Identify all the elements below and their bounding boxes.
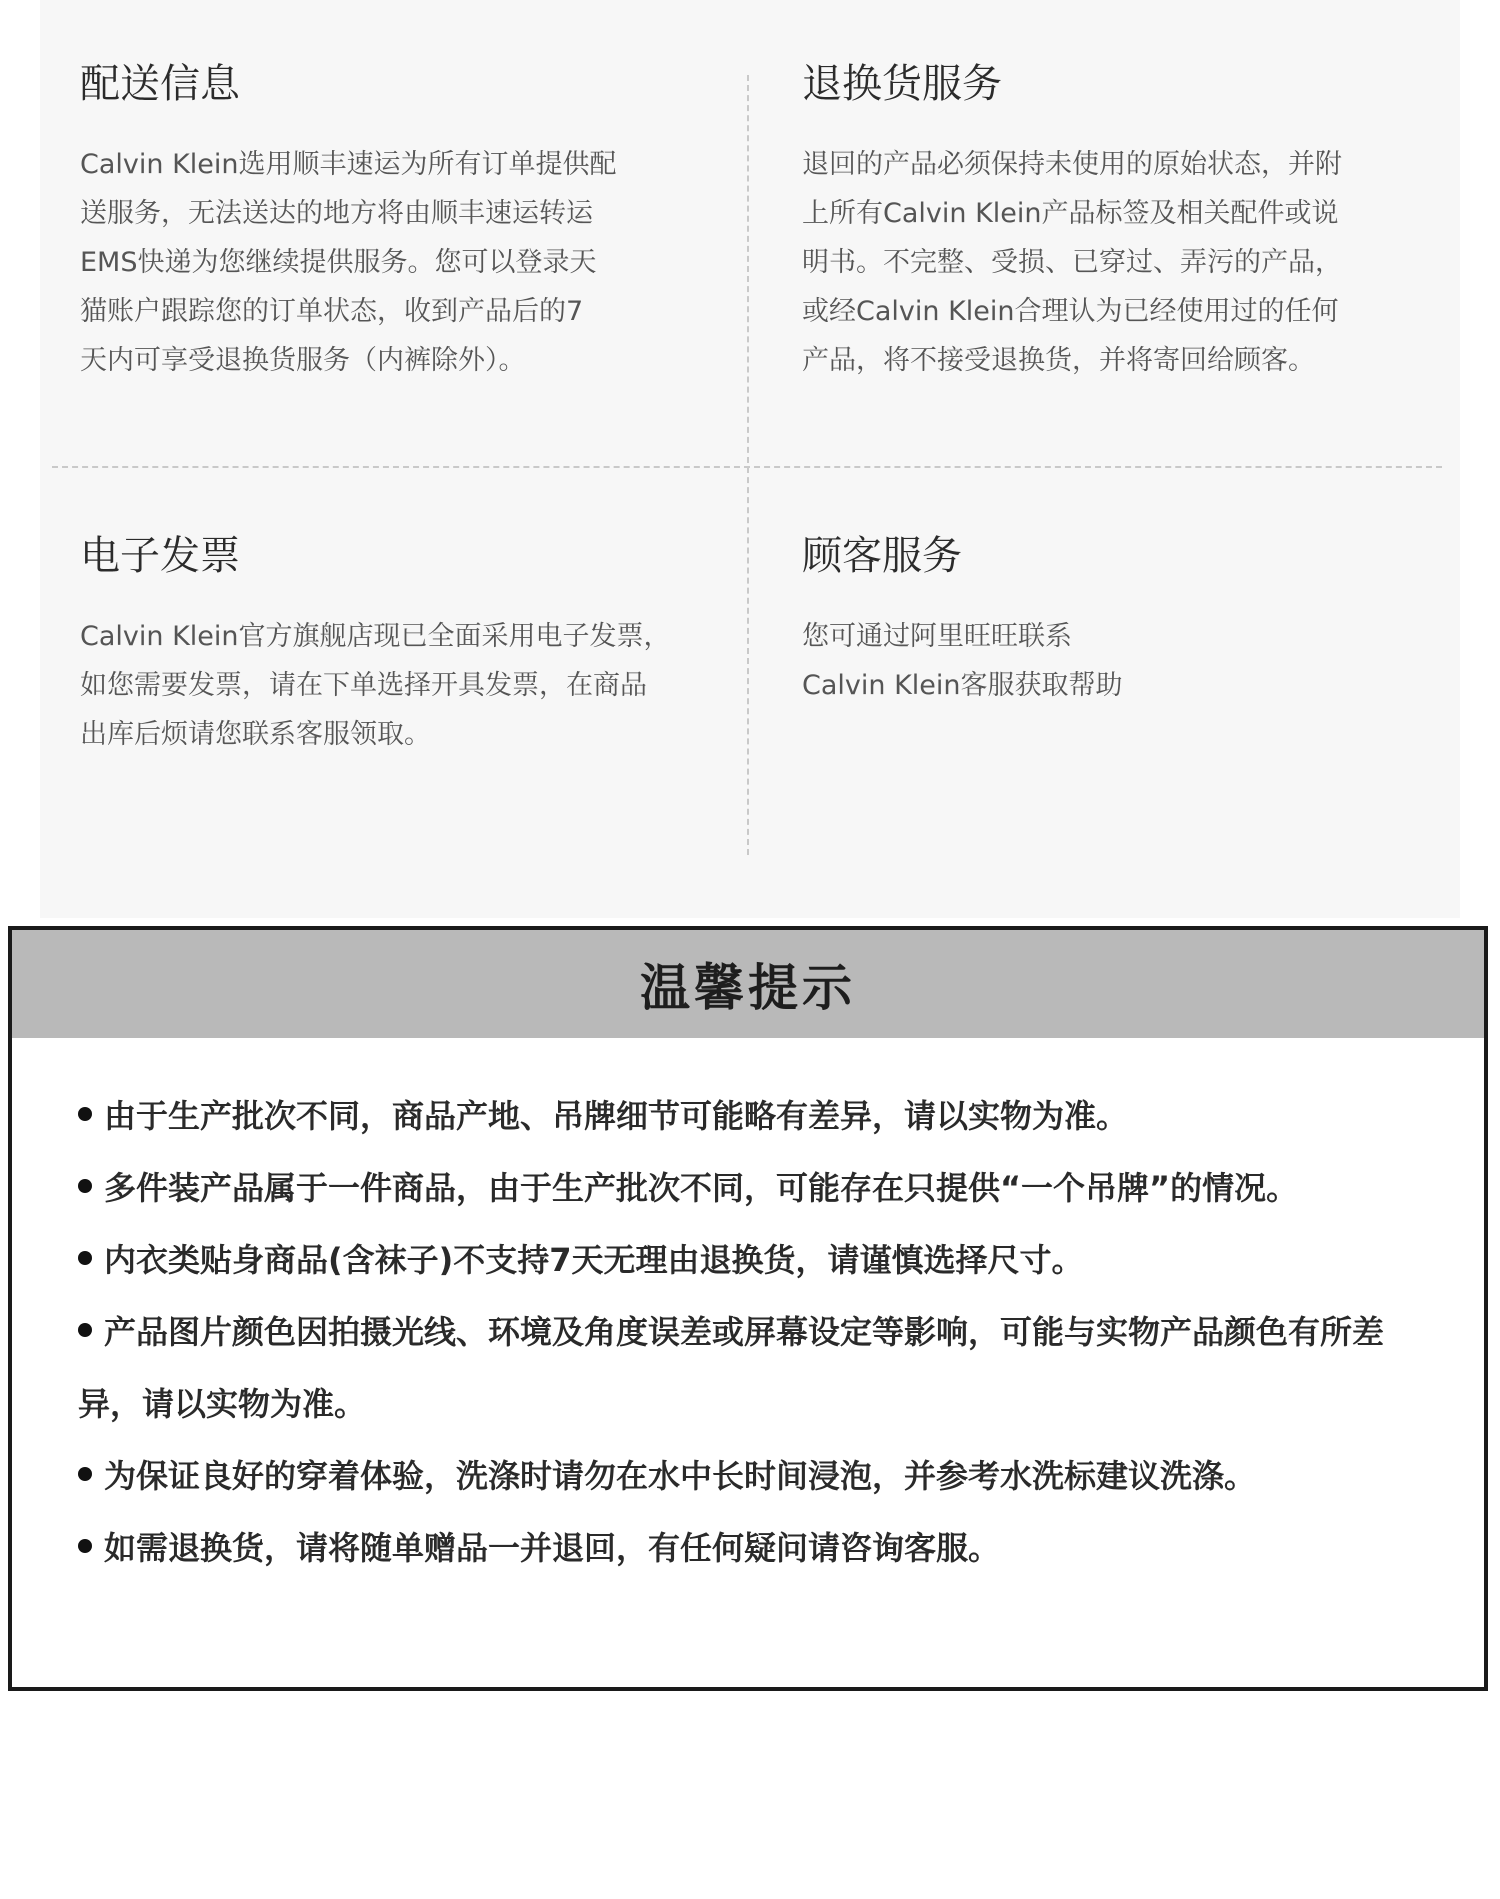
bullet-dot-icon <box>78 1107 92 1121</box>
notice-item-text: 由于生产批次不同，商品产地、吊牌细节可能略有差异，请以实物为准。 <box>104 1097 1129 1135</box>
returns-service-section <box>802 58 1422 385</box>
notice-item-text: 内衣类贴身商品(含袜子)不支持7天无理由退换货，请谨慎选择尺寸。 <box>104 1241 1084 1279</box>
shipping-info-section <box>80 58 700 385</box>
shipping-info-title: 配送信息 <box>80 61 240 107</box>
e-invoice-title: 电子发票 <box>80 533 240 579</box>
returns-service-text: 退回的产品必须保持未使用的原始状态，并附 上所有Calvin Klein产品标签及相关配件或说 明书。不完整、受损、已穿过、弄污的产品， 或经Calvin Klein合理认为已经使用过的任何 产品，将不接受退换货，并将寄回给顾客。 <box>802 149 1342 376</box>
notice-item-text: 如需退换货，请将随单赠品一并退回，有任何疑问请咨询客服。 <box>104 1529 1001 1567</box>
notice-item-text: 多件装产品属于一件商品，由于生产批次不同，可能存在只提供“一个吊牌”的情况。 <box>104 1169 1299 1207</box>
customer-service-text: 您可通过阿里旺旺联系 Calvin Klein客服获取帮助 <box>802 621 1123 701</box>
bullet-dot-icon <box>78 1251 92 1265</box>
notice-header <box>12 930 1484 1038</box>
shipping-info-text: Calvin Klein选用顺丰速运为所有订单提供配 送服务，无法送达的地方将由顺丰速运转运 EMS快递为您继续提供服务。您可以登录天 猫账户跟踪您的订单状态，收到产品后的7 天内可享受退换货服务（内裤除外）。 <box>80 149 617 376</box>
bullet-dot-icon <box>78 1539 92 1553</box>
e-invoice-section <box>80 530 700 759</box>
bullet-dot-icon <box>78 1323 92 1337</box>
bullet-dot-icon <box>78 1179 92 1193</box>
notice-item-text: 产品图片颜色因拍摄光线、环境及角度误差或屏幕设定等影响，可能与实物产品颜色有所差异，请以实物为准。 <box>78 1313 1385 1423</box>
notice-box <box>8 926 1488 1691</box>
notice-item <box>78 1440 1394 1512</box>
bullet-dot-icon <box>78 1467 92 1481</box>
notice-item-text: 为保证良好的穿着体验，洗涤时请勿在水中长时间浸泡，并参考水洗标建议洗涤。 <box>104 1457 1257 1495</box>
notice-item <box>78 1296 1394 1440</box>
store-info-panel <box>40 0 1460 918</box>
customer-service-title: 顾客服务 <box>802 533 962 579</box>
vertical-divider <box>747 75 749 855</box>
customer-service-section <box>802 530 1422 710</box>
notice-title: 温馨提示 <box>640 959 856 1017</box>
notice-item <box>78 1224 1394 1296</box>
notice-item <box>78 1080 1394 1152</box>
notice-item <box>78 1152 1394 1224</box>
e-invoice-text: Calvin Klein官方旗舰店现已全面采用电子发票， 如您需要发票，请在下单选择开具发票，在商品 出库后烦请您联系客服领取。 <box>80 621 671 750</box>
returns-service-title: 退换货服务 <box>802 61 1002 107</box>
notice-list <box>12 1038 1484 1584</box>
notice-item <box>78 1512 1394 1584</box>
horizontal-divider <box>52 466 1442 468</box>
